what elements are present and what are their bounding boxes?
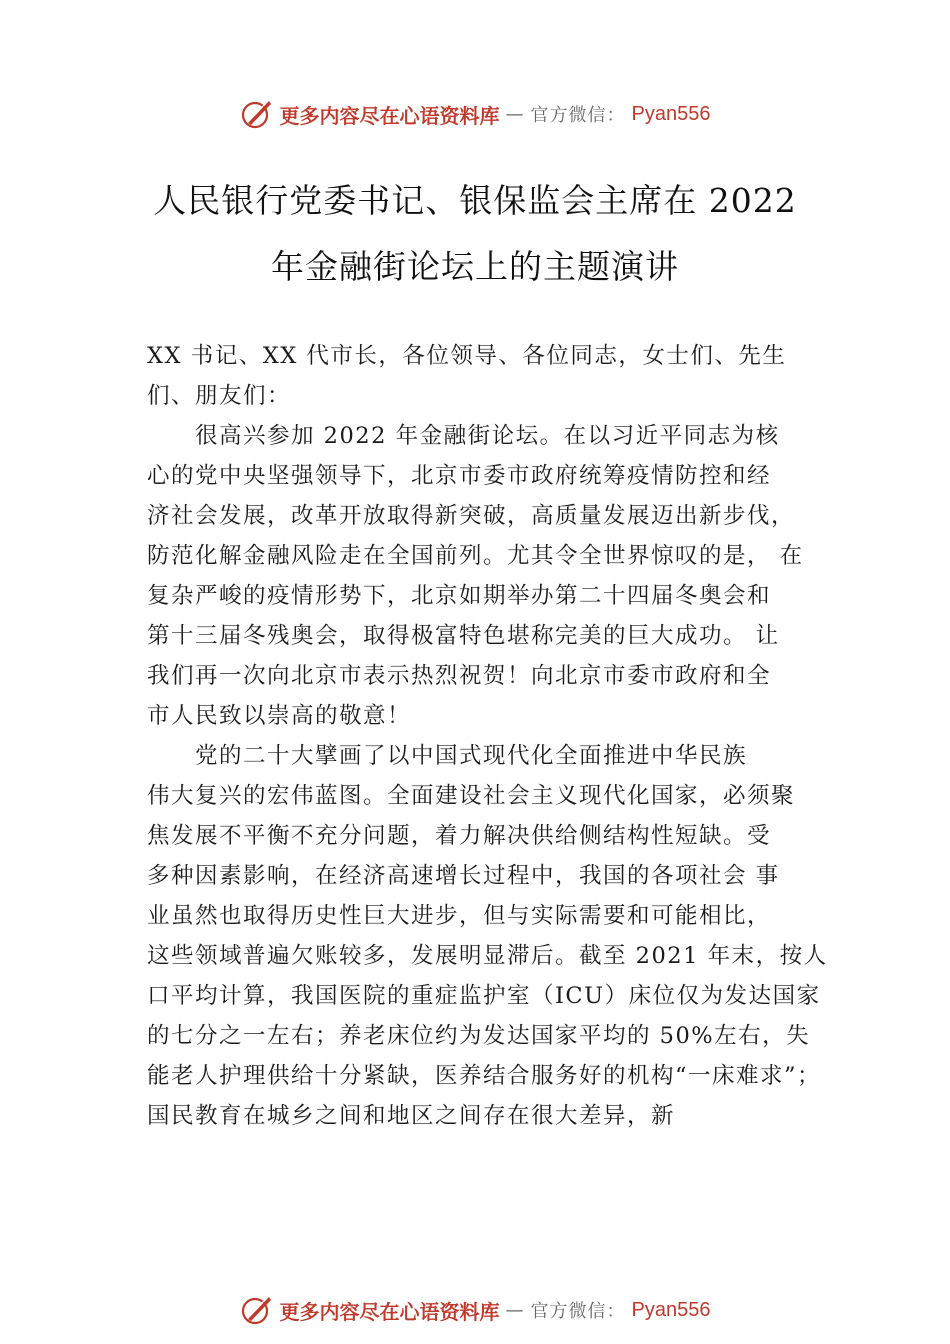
document-title-line-2: 年金融街论坛上的主题演讲 <box>271 247 679 286</box>
body-line: 济社会发展，改革开放取得新突破，高质量发展迈出新步伐， <box>147 503 796 529</box>
body-line: 业虽然也取得历史性巨大进步，但与实际需要和可能相比， <box>147 903 772 929</box>
body-line: 我们再一次向北京市表示热烈祝贺！向北京市委市政府和全 <box>147 663 772 689</box>
quill-pen-logo-icon <box>240 97 274 131</box>
quill-pen-logo-icon <box>240 1293 274 1327</box>
watermark-dash: — <box>505 1299 525 1321</box>
watermark-brand: 更多内容尽在心语资料库 <box>279 1299 500 1324</box>
body-line: 伟大复兴的宏伟蓝图。全面建设社会主义现代化国家，必须聚 <box>147 783 796 809</box>
body-line: 国民教育在城乡之间和地区之间存在很大差异，新 <box>147 1103 676 1129</box>
body-line: 的七分之一左右；养老床位约为发达国家平均的 50%左右，失 <box>147 1023 811 1049</box>
body-line: 防范化解金融风险走在全国前列。尤其令全世界惊叹的是， 在 <box>147 543 804 569</box>
body-line: 市人民致以崇高的敬意！ <box>147 703 412 729</box>
body-line: XX 书记、XX 代市长，各位领导、各位同志，女士们、先生 <box>147 343 787 369</box>
body-line: 口平均计算，我国医院的重症监护室（ICU）床位仅为发达国家 <box>147 983 821 1009</box>
body-line: 能老人护理供给十分紧缺，医养结合服务好的机构“一床难求”； <box>147 1063 822 1089</box>
body-line: 这些领域普遍欠账较多，发展明显滞后。截至 2021 年末，按人 <box>147 943 828 969</box>
document-title-line-1: 人民银行党委书记、银保监会主席在 2022 <box>153 181 797 220</box>
watermark-brand: 更多内容尽在心语资料库 <box>279 103 500 128</box>
body-line: 心的党中央坚强领导下，北京市委市政府统筹疫情防控和经 <box>147 463 772 489</box>
body-line: 党的二十大擘画了以中国式现代化全面推进中华民族 <box>147 743 748 769</box>
body-line: 第十三届冬残奥会，取得极富特色堪称完美的巨大成功。 让 <box>147 623 780 649</box>
body-line: 复杂严峻的疫情形势下，北京如期举办第二十四届冬奥会和 <box>147 583 772 609</box>
watermark-label: 官方微信： <box>530 1301 626 1322</box>
body-line: 们、朋友们： <box>147 383 292 409</box>
watermark-dash: — <box>505 103 525 125</box>
body-line: 焦发展不平衡不充分问题，着力解决供给侧结构性短缺。受 <box>147 823 772 849</box>
body-line: 多种因素影响，在经济高速增长过程中，我国的各项社会 事 <box>147 863 780 889</box>
watermark-banner-top <box>0 94 950 134</box>
body-line: 很高兴参加 2022 年金融街论坛。在以习近平同志为核 <box>147 423 780 449</box>
watermark-wechat-id: Pyan556 <box>631 102 711 125</box>
watermark-wechat-id: Pyan556 <box>631 1298 711 1321</box>
watermark-label: 官方微信： <box>530 105 626 126</box>
watermark-banner-bottom <box>0 1290 950 1330</box>
